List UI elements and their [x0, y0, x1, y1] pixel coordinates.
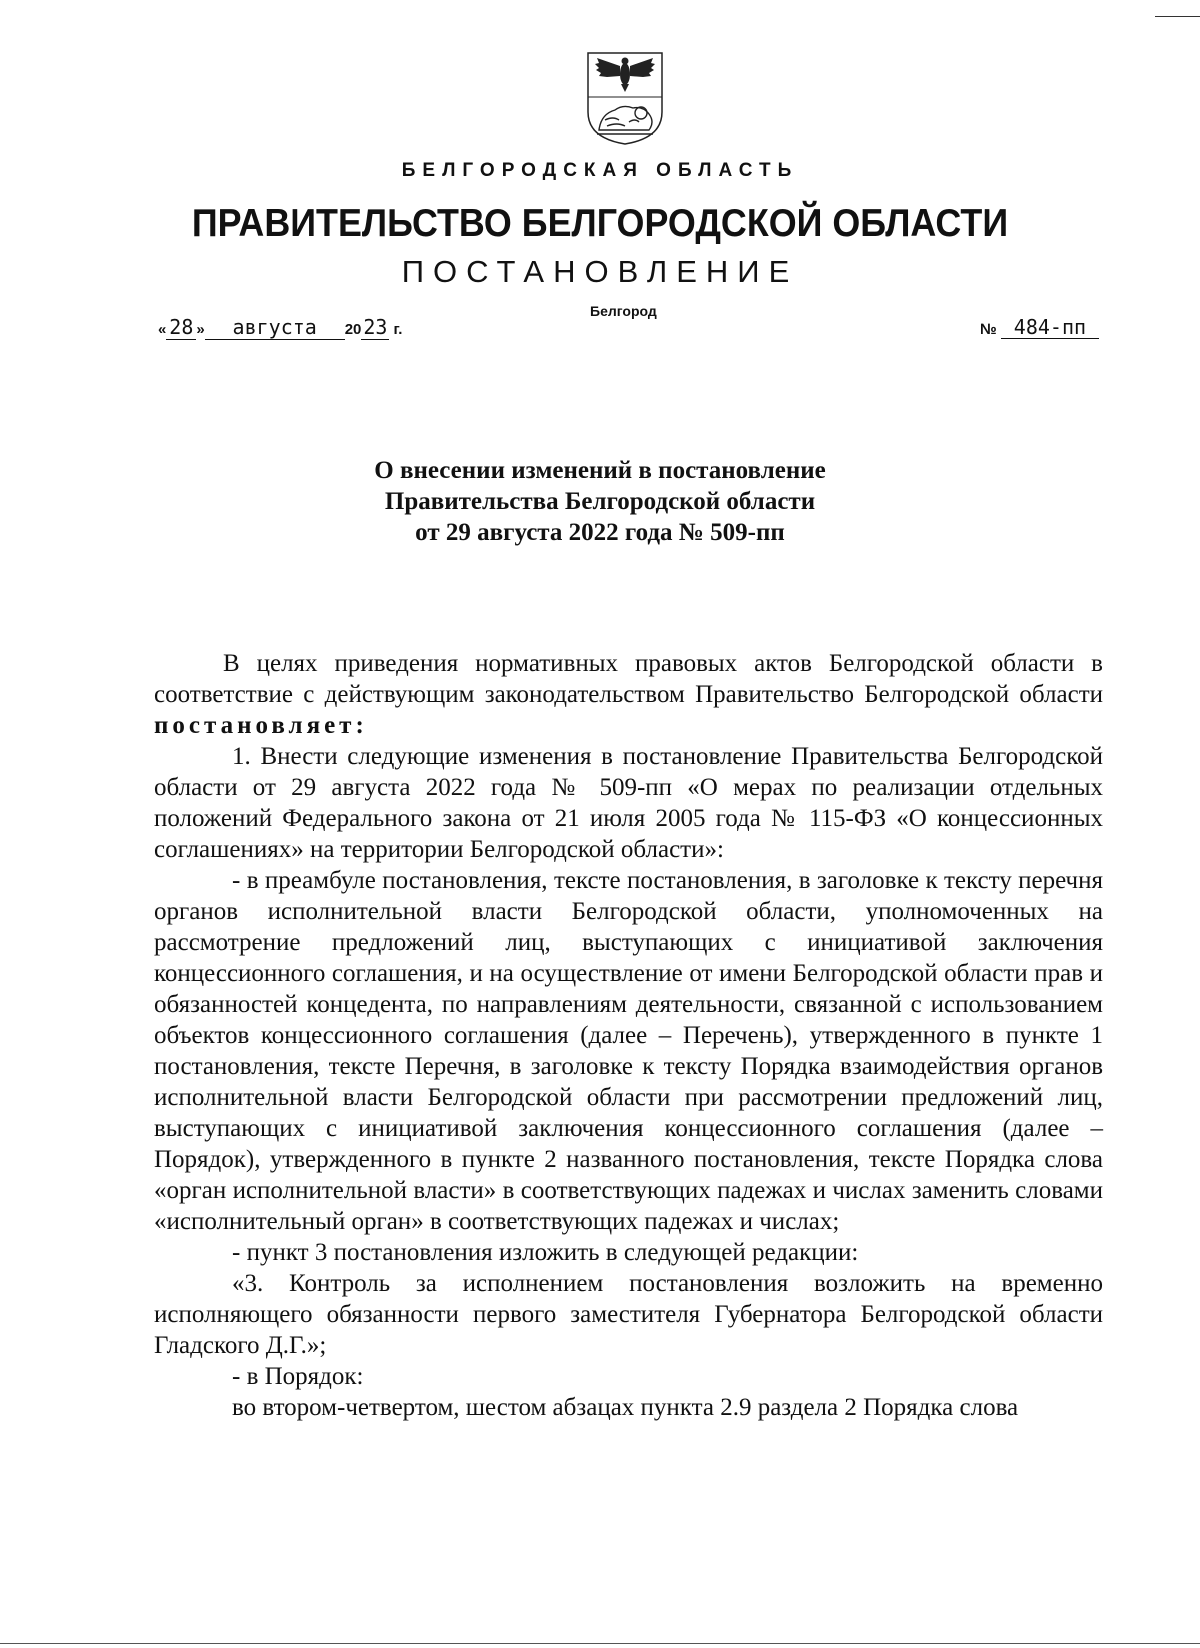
preamble-text: В целях приведения нормативных правовых актов Белгородской области в соответствие с действующим законодательством Правительство Белгородской области: [154, 650, 1103, 708]
document-type-heading: ПОСТАНОВЛЕНИЕ: [401, 254, 799, 289]
city-label: Белгород: [590, 303, 657, 319]
date-year-suffix: г.: [393, 321, 403, 338]
preamble-resolves: постановляет:: [154, 712, 368, 739]
coat-of-arms-emblem: [585, 50, 665, 146]
number-value: 484-пп: [1001, 316, 1099, 339]
paragraph-item-3-text: «3. Контроль за исполнением постановления возложить на временно исполняющего обязанности первого заместителя Губернатора Белгородской области Гладского Д.Г.»;: [154, 1270, 1103, 1359]
document-number: [980, 316, 1099, 339]
date-month: августа: [205, 316, 345, 340]
region-heading: БЕЛГОРОДСКАЯ ОБЛАСТЬ: [401, 160, 799, 181]
government-heading: ПРАВИТЕЛЬСТВО БЕЛГОРОДСКОЙ ОБЛАСТИ: [191, 202, 1009, 245]
paragraph-order-section-2-9: во втором-четвертом, шестом абзацах пункта 2.9 раздела 2 Порядка слова: [232, 1394, 1019, 1421]
title-line-2: Правительства Белгородской области: [384, 488, 816, 515]
document-date: [158, 316, 402, 340]
date-open-quote: «: [158, 321, 167, 338]
paragraph-order-changes: - в Порядок:: [232, 1363, 364, 1390]
title-line-3: от 29 августа 2022 года № 509-пп: [415, 519, 785, 546]
scan-edge-line: [0, 1643, 1200, 1644]
paragraph-preamble: [154, 648, 1103, 741]
number-sign: №: [980, 321, 997, 338]
date-day: 28: [166, 316, 196, 340]
document-body: [154, 648, 1103, 1423]
document-title: [0, 455, 1200, 548]
title-line-1: О внесении изменений в постановление: [374, 457, 826, 484]
date-century: 20: [344, 321, 362, 338]
paragraph-preamble-change: - в преамбуле постановления, тексте постановления, в заголовке к тексту перечня органов исполнительной власти Белгородской области, уполномоченных на рассмотрение предложений лиц, выступающих с инициативой заключения концессионного соглашения, и на осуществление от имени Белгородской области прав и обязанностей концедента, по направлениям деятельности, связанной с использованием объектов концессионного соглашения (далее – Перечень), утвержденного в пункте 1 постановления, тексте Перечня, в заголовке к тексту Порядка взаимодействия органов исполнительной власти Белгородской области при рассмотрении предложений лиц, выступающих с инициативой заключения концессионного соглашения (далее – Порядок), утвержденного в пункте 2 названного постановления, тексте Порядка слова «орган исполнительной власти» в соответствующих падежах и числах заменить словами «исполнительный орган» в соответствующих падежах и числах;: [154, 867, 1103, 1235]
scan-edge-line: [1155, 16, 1200, 17]
date-year: 23: [363, 315, 388, 339]
paragraph-item-3-change: - пункт 3 постановления изложить в следующей редакции:: [232, 1239, 859, 1266]
date-close-quote: »: [196, 321, 205, 338]
paragraph-item-1: 1. Внести следующие изменения в постановление Правительства Белгородской области от 29 августа 2022 года № 509-пп «О мерах по реализации отдельных положений Федерального закона от 21 июля 2005 года № 115-ФЗ «О концессионных соглашениях» на территории Белгородской области»:: [154, 743, 1103, 863]
